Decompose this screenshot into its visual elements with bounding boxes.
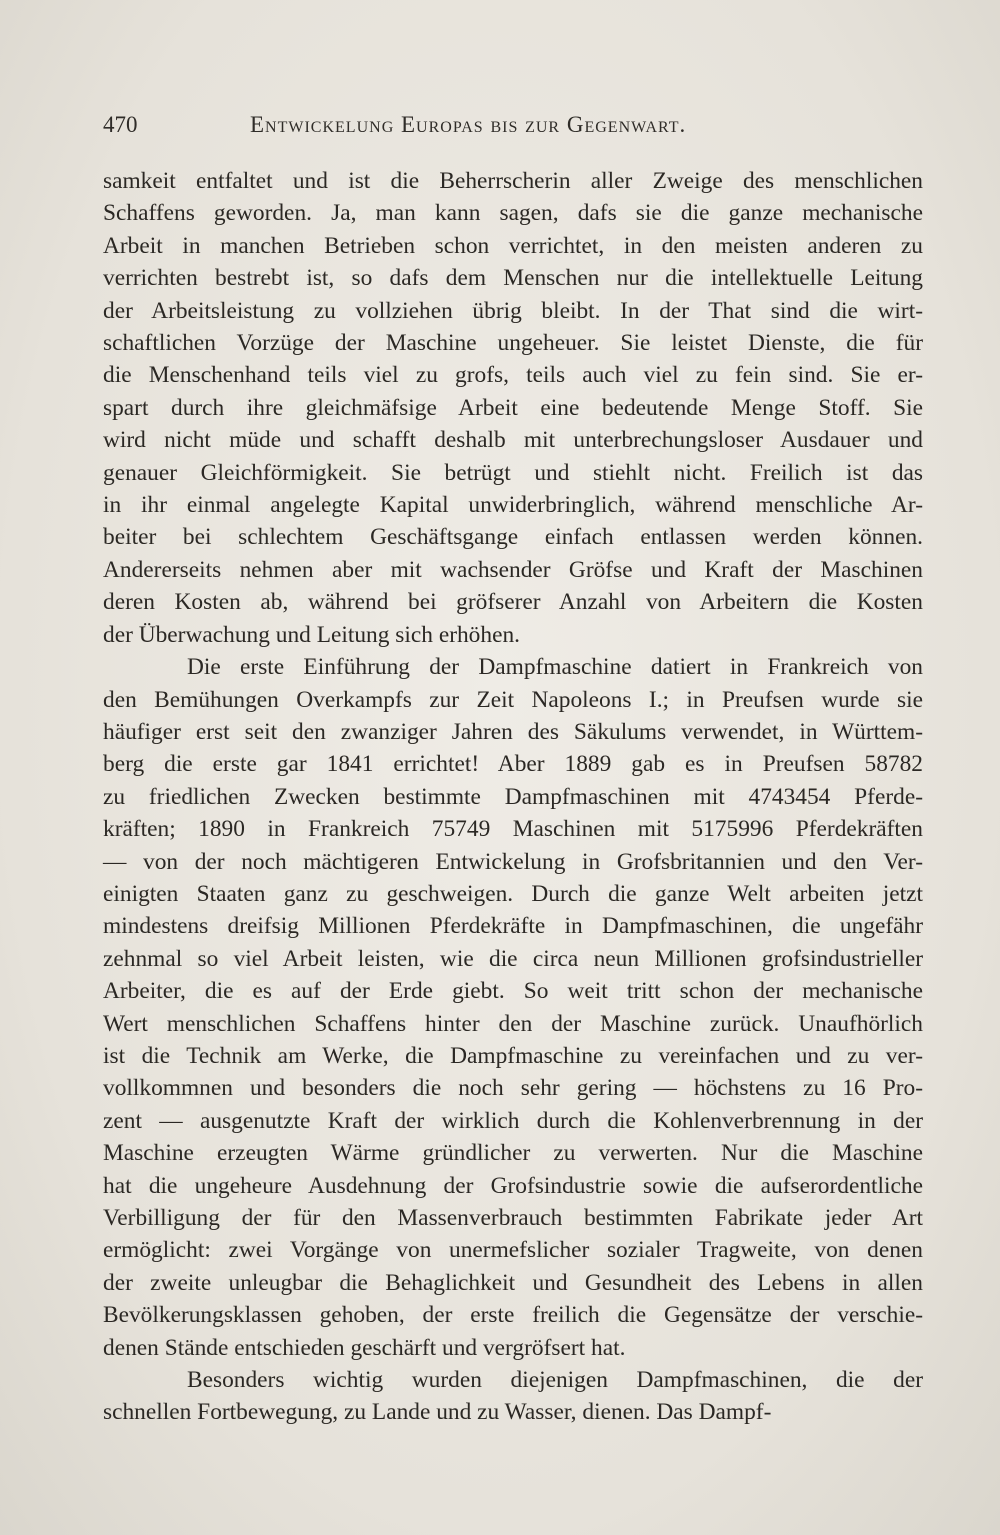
text-line: kräften; 1890 in Frankreich 75749 Maschinen mit 5175996 Pferdekräften	[103, 816, 923, 843]
text-line: Besonders wichtig wurden diejenigen Dampfmaschinen, die der	[187, 1367, 923, 1394]
text-line: denen Stände entschieden geschärft und vergröfsert hat.	[103, 1334, 626, 1361]
text-line: in ihr einmal angelegte Kapital unwiderbringlich, während menschliche Ar-	[103, 492, 923, 519]
text-line: beiter bei schlechtem Geschäftsgange einfach entlassen werden können.	[103, 524, 923, 551]
text-line: Maschine erzeugten Wärme gründlicher zu verwerten. Nur die Maschine	[103, 1140, 923, 1167]
body-text	[103, 165, 923, 1429]
text-line: schnellen Fortbewegung, zu Lande und zu Wasser, dienen. Das Dampf-	[103, 1399, 772, 1426]
page-header	[103, 112, 923, 146]
text-line: deren Kosten ab, während bei gröfserer Anzahl von Arbeitern die Kosten	[103, 589, 923, 616]
text-line: den Bemühungen Overkampfs zur Zeit Napoleons I.; in Preufsen wurde sie	[103, 686, 923, 713]
text-line: verrichten bestrebt ist, so dafs dem Menschen nur die intellektuelle Leitung	[103, 265, 923, 292]
page-number: 470	[103, 112, 138, 137]
text-line: Schaffens geworden. Ja, man kann sagen, dafs sie die ganze mechanische	[103, 200, 923, 227]
text-line: spart durch ihre gleichmäfsige Arbeit eine bedeutende Menge Stoff. Sie	[103, 394, 923, 421]
text-line: Wert menschlichen Schaffens hinter den der Maschine zurück. Unaufhörlich	[103, 1010, 923, 1037]
text-line: — von der noch mächtigeren Entwickelung in Grofsbritannien und den Ver-	[103, 848, 923, 875]
text-line: Andererseits nehmen aber mit wachsender Gröfse und Kraft der Maschinen	[103, 556, 923, 583]
paragraph	[103, 165, 923, 651]
text-line: der zweite unleugbar die Behaglichkeit und Gesundheit des Lebens in allen	[103, 1269, 923, 1296]
text-line: Arbeiter, die es auf der Erde giebt. So weit tritt schon der mechanische	[103, 978, 923, 1005]
text-line: Bevölkerungsklassen gehoben, der erste freilich die Gegensätze der verschie-	[103, 1302, 923, 1329]
paragraph	[103, 651, 923, 1364]
text-line: hat die ungeheure Ausdehnung der Grofsindustrie sowie die aufserordentliche	[103, 1172, 923, 1199]
text-line: ermöglicht: zwei Vorgänge von unermefslicher sozialer Tragweite, von denen	[103, 1237, 923, 1264]
text-line: vollkommnen und besonders die noch sehr gering — höchstens zu 16 Pro-	[103, 1075, 923, 1102]
text-line: zu friedlichen Zwecken bestimmte Dampfmaschinen mit 4743454 Pferde-	[103, 783, 923, 810]
text-line: einigten Staaten ganz zu geschweigen. Durch die ganze Welt arbeiten jetzt	[103, 880, 923, 907]
text-line: genauer Gleichförmigkeit. Sie betrügt und stiehlt nicht. Freilich ist das	[103, 459, 923, 486]
text-line: zent — ausgenutzte Kraft der wirklich durch die Kohlenverbrennung in der	[103, 1107, 923, 1134]
paragraph	[103, 1364, 923, 1429]
text-line: der Überwachung und Leitung sich erhöhen.	[103, 621, 520, 648]
text-line: häufiger erst seit den zwanziger Jahren des Säkulums verwendet, in Württem-	[103, 718, 923, 745]
text-line: die Menschenhand teils viel zu grofs, teils auch viel zu fein sind. Sie er-	[103, 362, 923, 389]
running-title: Entwickelung Europas bis zur Gegenwart.	[250, 112, 687, 137]
text-line: zehnmal so viel Arbeit leisten, wie die circa neun Millionen grofsindustrieller	[103, 945, 923, 972]
text-line: Arbeit in manchen Betrieben schon verrichtet, in den meisten anderen zu	[103, 232, 923, 259]
text-line: Verbilligung der für den Massenverbrauch bestimmten Fabrikate jeder Art	[103, 1205, 923, 1231]
text-line: der Arbeitsleistung zu vollziehen übrig bleibt. In der That sind die wirt-	[103, 297, 923, 324]
text-line: ist die Technik am Werke, die Dampfmaschine zu vereinfachen und zu ver-	[103, 1042, 923, 1069]
text-line: samkeit entfaltet und ist die Beherrscherin aller Zweige des menschlichen	[103, 168, 923, 194]
text-line: mindestens dreifsig Millionen Pferdekräfte in Dampfmaschinen, die ungefähr	[103, 913, 923, 940]
text-line: Die erste Einführung der Dampfmaschine datiert in Frankreich von	[187, 654, 923, 681]
text-line: wird nicht müde und schafft deshalb mit unterbrechungsloser Ausdauer und	[103, 427, 923, 454]
text-line: schaftlichen Vorzüge der Maschine ungeheuer. Sie leistet Dienste, die für	[103, 330, 923, 357]
text-line: berg die erste gar 1841 errichtet! Aber 1889 gab es in Preufsen 58782	[103, 751, 923, 778]
